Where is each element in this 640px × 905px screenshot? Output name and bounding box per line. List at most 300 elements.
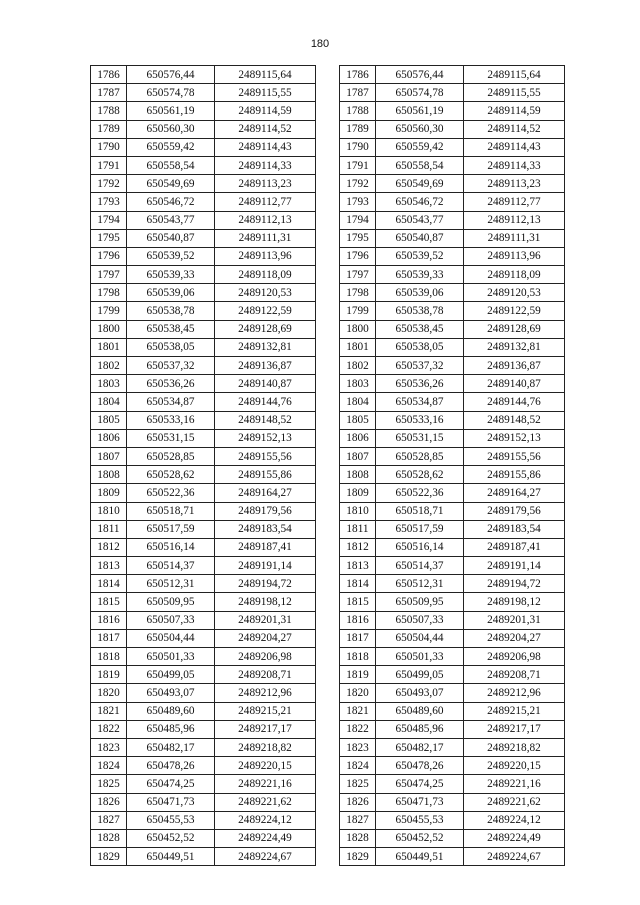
point-number-cell: 1809 [340,484,376,502]
x-coordinate-cell: 650512,31 [127,575,215,593]
y-coordinate-cell: 2489152,13 [215,429,316,447]
x-coordinate-cell: 650531,15 [127,429,215,447]
x-coordinate-cell: 650576,44 [127,66,215,84]
point-number-cell: 1791 [91,156,127,174]
table-row [340,138,565,156]
table-row [340,575,565,593]
x-coordinate-cell: 650538,78 [127,302,215,320]
x-coordinate-cell: 650482,17 [127,738,215,756]
y-coordinate-cell: 2489212,96 [464,684,565,702]
point-number-cell: 1811 [91,520,127,538]
point-number-cell: 1815 [91,593,127,611]
point-number-cell: 1792 [340,175,376,193]
y-coordinate-cell: 2489224,67 [215,848,316,866]
y-coordinate-cell: 2489112,77 [215,193,316,211]
point-number-cell: 1823 [91,738,127,756]
y-coordinate-cell: 2489204,27 [464,629,565,647]
table-row [91,429,316,447]
table-row [91,557,316,575]
point-number-cell: 1817 [340,629,376,647]
table-row [340,629,565,647]
y-coordinate-cell: 2489120,53 [464,284,565,302]
table-row [340,193,565,211]
x-coordinate-cell: 650499,05 [127,666,215,684]
table-row [91,211,316,229]
y-coordinate-cell: 2489164,27 [215,484,316,502]
point-number-cell: 1797 [340,266,376,284]
table-row [340,411,565,429]
x-coordinate-cell: 650507,33 [376,611,464,629]
point-number-cell: 1810 [340,502,376,520]
point-number-cell: 1787 [340,84,376,102]
point-number-cell: 1800 [91,320,127,338]
table-row [91,593,316,611]
y-coordinate-cell: 2489217,17 [215,720,316,738]
point-number-cell: 1793 [340,193,376,211]
y-coordinate-cell: 2489198,12 [215,593,316,611]
y-coordinate-cell: 2489194,72 [215,575,316,593]
table-row [91,848,316,866]
table-row [91,629,316,647]
y-coordinate-cell: 2489148,52 [464,411,565,429]
point-number-cell: 1789 [91,120,127,138]
x-coordinate-cell: 650514,37 [127,557,215,575]
y-coordinate-cell: 2489114,33 [215,156,316,174]
y-coordinate-cell: 2489136,87 [464,357,565,375]
point-number-cell: 1806 [340,429,376,447]
table-row [91,102,316,120]
x-coordinate-cell: 650452,52 [376,829,464,847]
y-coordinate-cell: 2489120,53 [215,284,316,302]
y-coordinate-cell: 2489114,43 [464,138,565,156]
point-number-cell: 1807 [340,447,376,465]
point-number-cell: 1807 [91,447,127,465]
x-coordinate-cell: 650574,78 [127,84,215,102]
table-row [340,429,565,447]
table-row [340,393,565,411]
y-coordinate-cell: 2489115,64 [464,66,565,84]
point-number-cell: 1824 [340,757,376,775]
point-number-cell: 1796 [340,247,376,265]
x-coordinate-cell: 650543,77 [127,211,215,229]
table-row [340,666,565,684]
y-coordinate-cell: 2489132,81 [215,338,316,356]
point-number-cell: 1795 [91,229,127,247]
table-row [91,247,316,265]
table-row [340,102,565,120]
y-coordinate-cell: 2489122,59 [464,302,565,320]
table-row [340,66,565,84]
point-number-cell: 1822 [91,720,127,738]
table-row [340,120,565,138]
point-number-cell: 1816 [91,611,127,629]
x-coordinate-cell: 650528,62 [127,466,215,484]
point-number-cell: 1819 [340,666,376,684]
x-coordinate-cell: 650518,71 [127,502,215,520]
table-row [91,684,316,702]
point-number-cell: 1794 [340,211,376,229]
x-coordinate-cell: 650537,32 [127,357,215,375]
x-coordinate-cell: 650561,19 [376,102,464,120]
point-number-cell: 1797 [91,266,127,284]
table-row [91,338,316,356]
point-number-cell: 1808 [340,466,376,484]
point-number-cell: 1810 [91,502,127,520]
y-coordinate-cell: 2489191,14 [464,557,565,575]
y-coordinate-cell: 2489111,31 [464,229,565,247]
point-number-cell: 1802 [340,357,376,375]
point-number-cell: 1803 [340,375,376,393]
point-number-cell: 1825 [340,775,376,793]
point-number-cell: 1816 [340,611,376,629]
point-number-cell: 1823 [340,738,376,756]
x-coordinate-cell: 650493,07 [127,684,215,702]
y-coordinate-cell: 2489144,76 [464,393,565,411]
x-coordinate-cell: 650485,96 [376,720,464,738]
table-row [340,720,565,738]
y-coordinate-cell: 2489208,71 [464,666,565,684]
x-coordinate-cell: 650538,05 [127,338,215,356]
y-coordinate-cell: 2489183,54 [215,520,316,538]
table-row [340,338,565,356]
x-coordinate-cell: 650539,52 [376,247,464,265]
x-coordinate-cell: 650455,53 [376,811,464,829]
point-number-cell: 1798 [91,284,127,302]
y-coordinate-cell: 2489122,59 [215,302,316,320]
table-row [91,266,316,284]
y-coordinate-cell: 2489215,21 [464,702,565,720]
table-row [91,738,316,756]
x-coordinate-cell: 650574,78 [376,84,464,102]
y-coordinate-cell: 2489212,96 [215,684,316,702]
table-row [340,502,565,520]
table-row [340,538,565,556]
y-coordinate-cell: 2489128,69 [215,320,316,338]
point-number-cell: 1788 [340,102,376,120]
point-number-cell: 1827 [340,811,376,829]
point-number-cell: 1812 [91,538,127,556]
y-coordinate-cell: 2489164,27 [464,484,565,502]
table-row [340,738,565,756]
table-row [340,684,565,702]
point-number-cell: 1803 [91,375,127,393]
point-number-cell: 1814 [91,575,127,593]
y-coordinate-cell: 2489136,87 [215,357,316,375]
table-row [91,520,316,538]
x-coordinate-cell: 650474,25 [127,775,215,793]
y-coordinate-cell: 2489218,82 [215,738,316,756]
table-row [91,648,316,666]
x-coordinate-cell: 650501,33 [376,648,464,666]
table-row [91,175,316,193]
y-coordinate-cell: 2489140,87 [464,375,565,393]
point-number-cell: 1790 [340,138,376,156]
y-coordinate-cell: 2489111,31 [215,229,316,247]
coordinates-table-right [339,65,565,866]
point-number-cell: 1829 [340,848,376,866]
table-row [91,720,316,738]
point-number-cell: 1829 [91,848,127,866]
x-coordinate-cell: 650485,96 [127,720,215,738]
point-number-cell: 1824 [91,757,127,775]
table-row [340,811,565,829]
x-coordinate-cell: 650452,52 [127,829,215,847]
y-coordinate-cell: 2489112,13 [464,211,565,229]
table-row [91,393,316,411]
point-number-cell: 1817 [91,629,127,647]
x-coordinate-cell: 650489,60 [127,702,215,720]
point-number-cell: 1795 [340,229,376,247]
y-coordinate-cell: 2489194,72 [464,575,565,593]
y-coordinate-cell: 2489155,56 [215,447,316,465]
x-coordinate-cell: 650560,30 [376,120,464,138]
x-coordinate-cell: 650528,62 [376,466,464,484]
y-coordinate-cell: 2489140,87 [215,375,316,393]
page-number: 180 [310,38,330,50]
x-coordinate-cell: 650478,26 [127,757,215,775]
x-coordinate-cell: 650516,14 [376,538,464,556]
y-coordinate-cell: 2489201,31 [464,611,565,629]
y-coordinate-cell: 2489221,62 [215,793,316,811]
y-coordinate-cell: 2489224,67 [464,848,565,866]
table-row [91,757,316,775]
point-number-cell: 1814 [340,575,376,593]
table-row [340,466,565,484]
y-coordinate-cell: 2489215,21 [215,702,316,720]
point-number-cell: 1819 [91,666,127,684]
y-coordinate-cell: 2489118,09 [464,266,565,284]
x-coordinate-cell: 650540,87 [376,229,464,247]
table-row [340,829,565,847]
point-number-cell: 1794 [91,211,127,229]
y-coordinate-cell: 2489220,15 [215,757,316,775]
y-coordinate-cell: 2489114,52 [215,120,316,138]
table-row [340,648,565,666]
point-number-cell: 1828 [91,829,127,847]
x-coordinate-cell: 650509,95 [376,593,464,611]
table-row [91,284,316,302]
y-coordinate-cell: 2489112,77 [464,193,565,211]
x-coordinate-cell: 650507,33 [127,611,215,629]
point-number-cell: 1798 [340,284,376,302]
table-row [91,357,316,375]
table-row [340,84,565,102]
coordinates-table-left [90,65,316,866]
x-coordinate-cell: 650539,33 [127,266,215,284]
y-coordinate-cell: 2489114,59 [464,102,565,120]
point-number-cell: 1809 [91,484,127,502]
point-number-cell: 1822 [340,720,376,738]
table-row [91,138,316,156]
table-row [340,247,565,265]
table-row [340,557,565,575]
x-coordinate-cell: 650489,60 [376,702,464,720]
y-coordinate-cell: 2489115,64 [215,66,316,84]
point-number-cell: 1813 [91,557,127,575]
table-row [340,520,565,538]
point-number-cell: 1820 [91,684,127,702]
x-coordinate-cell: 650543,77 [376,211,464,229]
y-coordinate-cell: 2489201,31 [215,611,316,629]
point-number-cell: 1799 [91,302,127,320]
x-coordinate-cell: 650471,73 [376,793,464,811]
table-row [340,211,565,229]
point-number-cell: 1820 [340,684,376,702]
point-number-cell: 1793 [91,193,127,211]
y-coordinate-cell: 2489113,96 [215,247,316,265]
x-coordinate-cell: 650534,87 [376,393,464,411]
y-coordinate-cell: 2489179,56 [215,502,316,520]
table-row [91,611,316,629]
point-number-cell: 1800 [340,320,376,338]
x-coordinate-cell: 650504,44 [376,629,464,647]
point-number-cell: 1796 [91,247,127,265]
y-coordinate-cell: 2489113,23 [215,175,316,193]
x-coordinate-cell: 650539,06 [376,284,464,302]
table-row [340,229,565,247]
point-number-cell: 1811 [340,520,376,538]
point-number-cell: 1787 [91,84,127,102]
table-row [340,848,565,866]
y-coordinate-cell: 2489217,17 [464,720,565,738]
point-number-cell: 1812 [340,538,376,556]
x-coordinate-cell: 650512,31 [376,575,464,593]
y-coordinate-cell: 2489118,09 [215,266,316,284]
y-coordinate-cell: 2489206,98 [464,648,565,666]
x-coordinate-cell: 650558,54 [376,156,464,174]
point-number-cell: 1821 [91,702,127,720]
point-number-cell: 1818 [91,648,127,666]
y-coordinate-cell: 2489179,56 [464,502,565,520]
table-row [340,284,565,302]
y-coordinate-cell: 2489220,15 [464,757,565,775]
table-row [91,229,316,247]
y-coordinate-cell: 2489208,71 [215,666,316,684]
y-coordinate-cell: 2489114,33 [464,156,565,174]
y-coordinate-cell: 2489187,41 [215,538,316,556]
table-row [91,411,316,429]
x-coordinate-cell: 650528,85 [127,447,215,465]
point-number-cell: 1805 [91,411,127,429]
x-coordinate-cell: 650533,16 [127,411,215,429]
table-row [340,611,565,629]
table-row [91,66,316,84]
y-coordinate-cell: 2489221,62 [464,793,565,811]
x-coordinate-cell: 650561,19 [127,102,215,120]
x-coordinate-cell: 650517,59 [127,520,215,538]
y-coordinate-cell: 2489198,12 [464,593,565,611]
x-coordinate-cell: 650478,26 [376,757,464,775]
x-coordinate-cell: 650536,26 [127,375,215,393]
x-coordinate-cell: 650576,44 [376,66,464,84]
x-coordinate-cell: 650509,95 [127,593,215,611]
point-number-cell: 1821 [340,702,376,720]
point-number-cell: 1815 [340,593,376,611]
x-coordinate-cell: 650537,32 [376,357,464,375]
table-row [340,266,565,284]
x-coordinate-cell: 650540,87 [127,229,215,247]
x-coordinate-cell: 650514,37 [376,557,464,575]
table-row [340,156,565,174]
y-coordinate-cell: 2489221,16 [215,775,316,793]
point-number-cell: 1786 [91,66,127,84]
point-number-cell: 1792 [91,175,127,193]
x-coordinate-cell: 650539,06 [127,284,215,302]
point-number-cell: 1804 [91,393,127,411]
y-coordinate-cell: 2489224,12 [215,811,316,829]
y-coordinate-cell: 2489152,13 [464,429,565,447]
point-number-cell: 1806 [91,429,127,447]
table-row [340,793,565,811]
y-coordinate-cell: 2489114,43 [215,138,316,156]
x-coordinate-cell: 650471,73 [127,793,215,811]
x-coordinate-cell: 650559,42 [376,138,464,156]
point-number-cell: 1813 [340,557,376,575]
x-coordinate-cell: 650531,15 [376,429,464,447]
x-coordinate-cell: 650538,05 [376,338,464,356]
table-row [340,484,565,502]
y-coordinate-cell: 2489114,52 [464,120,565,138]
y-coordinate-cell: 2489204,27 [215,629,316,647]
table-row [340,702,565,720]
x-coordinate-cell: 650538,45 [127,320,215,338]
table-row [340,757,565,775]
point-number-cell: 1789 [340,120,376,138]
point-number-cell: 1826 [91,793,127,811]
y-coordinate-cell: 2489221,16 [464,775,565,793]
point-number-cell: 1790 [91,138,127,156]
x-coordinate-cell: 650559,42 [127,138,215,156]
point-number-cell: 1786 [340,66,376,84]
x-coordinate-cell: 650455,53 [127,811,215,829]
point-number-cell: 1791 [340,156,376,174]
x-coordinate-cell: 650539,33 [376,266,464,284]
y-coordinate-cell: 2489115,55 [215,84,316,102]
x-coordinate-cell: 650534,87 [127,393,215,411]
table-row [91,484,316,502]
x-coordinate-cell: 650449,51 [127,848,215,866]
x-coordinate-cell: 650482,17 [376,738,464,756]
point-number-cell: 1805 [340,411,376,429]
x-coordinate-cell: 650546,72 [127,193,215,211]
table-row [340,375,565,393]
table-row [91,829,316,847]
x-coordinate-cell: 650560,30 [127,120,215,138]
table-row [340,175,565,193]
table-row [91,502,316,520]
y-coordinate-cell: 2489112,13 [215,211,316,229]
point-number-cell: 1799 [340,302,376,320]
y-coordinate-cell: 2489113,23 [464,175,565,193]
point-number-cell: 1825 [91,775,127,793]
x-coordinate-cell: 650533,16 [376,411,464,429]
x-coordinate-cell: 650549,69 [376,175,464,193]
point-number-cell: 1827 [91,811,127,829]
table-row [91,775,316,793]
y-coordinate-cell: 2489191,14 [215,557,316,575]
x-coordinate-cell: 650538,78 [376,302,464,320]
y-coordinate-cell: 2489115,55 [464,84,565,102]
y-coordinate-cell: 2489155,86 [215,466,316,484]
y-coordinate-cell: 2489224,12 [464,811,565,829]
x-coordinate-cell: 650517,59 [376,520,464,538]
point-number-cell: 1828 [340,829,376,847]
table-row [91,793,316,811]
y-coordinate-cell: 2489114,59 [215,102,316,120]
table-row [91,120,316,138]
table-row [340,320,565,338]
y-coordinate-cell: 2489224,49 [464,829,565,847]
